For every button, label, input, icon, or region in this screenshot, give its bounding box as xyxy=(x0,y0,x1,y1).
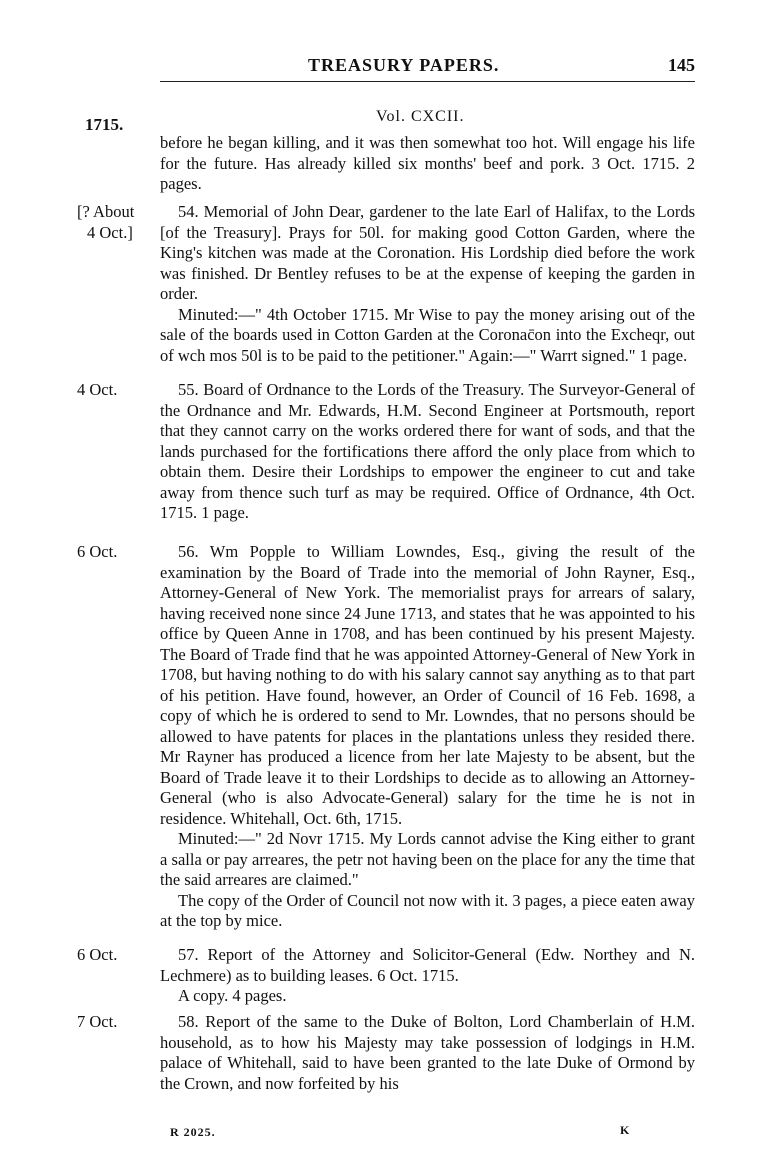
entry-paragraph: before he began killing, and it was then somewhat too hot. Will engage his life for the future. Has already killed six months' beef and pork. 3 Oct. 1715. 2 pages. xyxy=(160,133,695,193)
entry-paragraph: 55. Board of Ordnance to the Lords of the Treasury. The Surveyor-General of the Ordnance and Mr. Edwards, H.M. Second Engineer at Portsmouth, report that they cannot carry on the works ordered there for want of sods, and that the lands purchased for the fortifications there afford the only place from which to obtain them. Desire their Lordships to empower the engineer to cut and take away from thence such turf as may be required. Office of Ordnance, 4th Oct. 1715. 1 page. xyxy=(160,380,695,522)
entry-date-line: [? About xyxy=(77,202,135,221)
entry-date-line: 4 Oct.] xyxy=(87,222,133,242)
entry-54 xyxy=(160,202,695,366)
entry-date: 6 Oct. xyxy=(77,945,118,964)
entry-paragraph: 57. Report of the Attorney and Solicitor-General (Edw. Northey and N. Lechmere) as to building leases. 6 Oct. 1715. xyxy=(160,945,695,985)
running-title: TREASURY PAPERS. xyxy=(308,55,500,75)
running-header xyxy=(160,55,695,82)
year-label: 1715. xyxy=(85,115,124,134)
entry-date xyxy=(77,202,149,243)
entry-continuation xyxy=(160,133,695,195)
entry-minute: Minuted:—" 4th October 1715. Mr Wise to pay the money arising out of the sale of the boards used in Cotton Garden at the Coronac̄on into the Excheqr, out of wch mos 50l is to be paid to the petitioner." Again:—" Warrt signed." 1 page. xyxy=(160,304,695,365)
entry-paragraph: 54. Memorial of John Dear, gardener to the late Earl of Halifax, to the Lords [of the Treasury]. Prays for 50l. for making good Cotton Garden, where the King's kitchen was made at the Coronation. His Lordship died before the work was finished. Dr Bentley refuses to be at the expense of keeping the garden in order. xyxy=(160,202,695,303)
entry-55 xyxy=(160,380,695,524)
entry-57 xyxy=(160,945,695,1007)
entry-date: 7 Oct. xyxy=(77,1012,118,1031)
entry-56 xyxy=(160,542,695,932)
entry-date: 4 Oct. xyxy=(77,380,118,399)
entry-paragraph: 58. Report of the same to the Duke of Bolton, Lord Chamberlain of H.M. household, as to how his Majesty may take possession of lodgings in H.M. palace of Whitehall, said to have been granted to the late Duke of Ormond by the Crown, and now forfeited by his xyxy=(160,1012,695,1093)
entry-date: 6 Oct. xyxy=(77,542,118,561)
entry-note: A copy. 4 pages. xyxy=(178,986,287,1005)
entry-minute: Minuted:—" 2d Novr 1715. My Lords cannot advise the King either to grant a salla or pay arreares, the petr not having been on the place for any the time that the said arreares are claimed." xyxy=(160,829,695,889)
page-number: 145 xyxy=(668,55,695,75)
footer-signature: R 2025. xyxy=(170,1125,216,1139)
entry-58 xyxy=(160,1012,695,1094)
footer-mark: K xyxy=(620,1123,630,1137)
volume-label: Vol. CXCII. xyxy=(376,108,465,125)
entry-paragraph: 56. Wm Popple to William Lowndes, Esq., giving the result of the examination by the Board of Trade into the memorial of John Rayner, Esq., Attorney-General of New York. The memorialist prays for arrears of salary, having received none since 24 June 1713, and states that he was appointed to his office by Queen Anne in 1708, and has been continued by his present Majesty. The Board of Trade find that he was appointed Attorney-General of New York in 1708, but having nothing to do with his salary cannot say anything as to that part of his petition. Have found, however, an Order of Council of 16 Feb. 1698, a copy of which he is ordered to send to Mr. Lowndes, that no persons should be allowed to have patents for places in the plantations unless they resided there. Mr Rayner has produced a licence from her late Majesty to be absent, but the Board of Trade leave it to their Lordships to decide as to allowing an Attorney-General (who is also Advocate-General) salary for the time he is not in residence. Whitehall, Oct. 6th, 1715. xyxy=(160,542,695,828)
entry-note: The copy of the Order of Council not now with it. 3 pages, a piece eaten away at the top by mice. xyxy=(160,890,695,930)
